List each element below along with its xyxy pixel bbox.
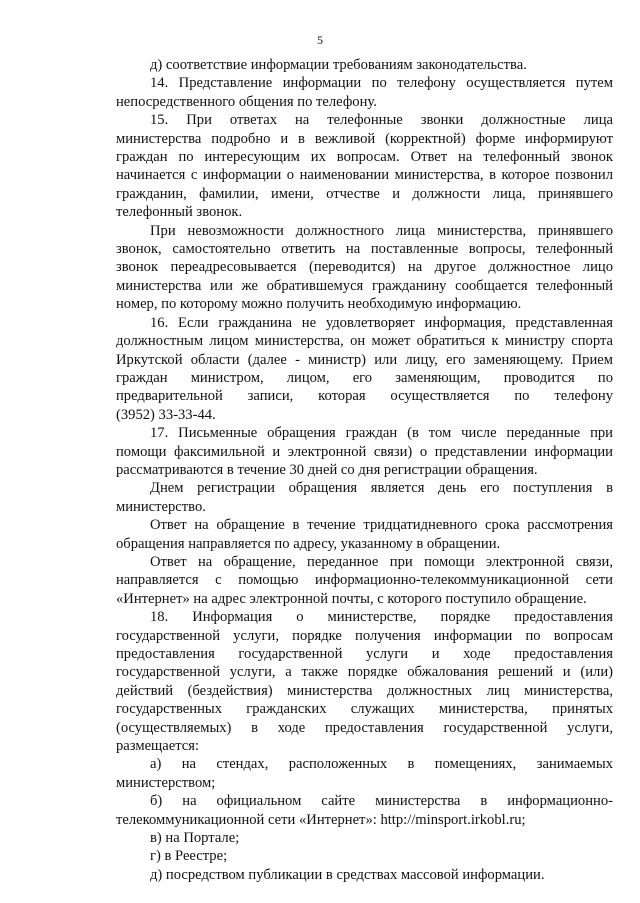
page-number: 5 [317, 33, 323, 47]
paragraph-line: д) соответствие информации требованиям законодательства. [150, 57, 527, 73]
paragraph [116, 56, 613, 74]
paragraph-line: помощи факсимильной и электронной связи) о представлении информации [116, 443, 613, 460]
paragraph-line: звонок, самостоятельно ответить на поставленные вопросы, телефонный [116, 241, 613, 258]
paragraph [116, 553, 613, 608]
paragraph-line: 17. Письменные обращения граждан (в том числе переданные при [150, 425, 613, 442]
paragraph-line: телекоммуникационной сети «Интернет»: http://minsport.irkobl.ru; [116, 811, 526, 828]
paragraph [116, 424, 613, 479]
paragraph-line: предварительной записи, которая осуществляется по телефону [116, 388, 613, 405]
paragraph [116, 792, 613, 829]
paragraph-line: телефонный звонок. [116, 204, 243, 221]
paragraph-line: министерства или же обратившемуся гражданину сообщается телефонный [116, 277, 613, 294]
paragraph-line: д) посредством публикации в средствах массовой информации. [150, 866, 545, 883]
paragraph-line: министерства подробно и в вежливой (корректной) форме информируют [116, 130, 613, 147]
paragraph-line: б) на официальном сайте министерства в информационно- [150, 793, 613, 810]
paragraph [116, 74, 613, 111]
paragraph-line: обращения направляется по адресу, указанному в обращении. [116, 535, 501, 552]
paragraph-line: звонок переадресовывается (переводится) на другое должностное лицо [116, 259, 613, 276]
paragraph-line: министерством; [116, 774, 216, 791]
paragraph-line: министерство. [116, 498, 206, 515]
paragraph-line: государственной услуги, порядке получения информации по вопросам [116, 627, 613, 644]
paragraph-line: номер, по которому можно получить необходимую информацию. [116, 296, 522, 313]
paragraph-line: г) в Реестре; [150, 848, 228, 865]
paragraph-line: (осуществляемых) в ходе предоставления государственной услуги, [116, 719, 613, 736]
paragraph-line: граждан министром, лицом, его заменяющим, проводится по [116, 369, 613, 386]
paragraph [116, 829, 613, 847]
paragraph [116, 314, 613, 424]
paragraph-line: государственной услуги, а также порядке обжалования решений и (или) [116, 664, 613, 681]
paragraph-line: государственных гражданских служащих министерства, принятых [116, 701, 613, 718]
paragraph-line: предоставления государственной услуги и ходе предоставления [116, 646, 613, 662]
paragraph-line: Иркутской области (далее - министр) или лицу, его заменяющему. Прием [116, 351, 613, 368]
paragraph-line: размещается: [116, 738, 200, 755]
paragraph-line: начинается с информации о наименовании министерства, в которое позвонил [116, 167, 613, 184]
paragraph [116, 479, 613, 516]
paragraph-line: 16. Если гражданина не удовлетворяет информация, представленная [150, 314, 613, 331]
paragraph-line: Ответ на обращение, переданное при помощи электронной связи, [150, 553, 613, 570]
paragraph-line: в) на Портале; [150, 830, 240, 847]
paragraph-line: «Интернет» на адрес электронной почты, с которого поступило обращение. [116, 590, 587, 607]
paragraph-line: непосредственного общения по телефону. [116, 93, 377, 110]
paragraph [116, 866, 613, 884]
document-body [116, 56, 613, 884]
paragraph-line: 14. Представление информации по телефону осуществляется путем [150, 75, 613, 92]
paragraph [116, 608, 613, 755]
paragraph [116, 222, 613, 314]
paragraph [116, 755, 613, 792]
paragraph-line: Днем регистрации обращения является день его поступления в [150, 480, 613, 497]
paragraph [116, 516, 613, 553]
paragraph-line: должностным лицом министерства, он может обратиться к министру спорта [116, 333, 613, 350]
paragraph-line: а) на стендах, расположенных в помещениях, занимаемых [150, 756, 613, 773]
paragraph-line: При невозможности должностного лица министерства, принявшего [150, 222, 613, 239]
paragraph-line: 18. Информация о министерстве, порядке предоставления [150, 609, 613, 626]
paragraph [116, 111, 613, 221]
paragraph-line: (3952) 33-33-44. [116, 406, 216, 423]
paragraph [116, 847, 613, 865]
paragraph-line: рассматриваются в течение 30 дней со дня регистрации обращения. [116, 461, 538, 478]
paragraph-line: действий (бездействия) министерства должностных лиц министерства, [116, 682, 613, 699]
paragraph-line: направляется с помощью информационно-телекоммуникационной сети [116, 572, 613, 589]
paragraph-line: Ответ на обращение в течение тридцатидневного срока рассмотрения [150, 517, 613, 534]
paragraph-line: гражданин, фамилии, имени, отчестве и должности лица, принявшего [116, 185, 613, 202]
paragraph-line: граждан по интересующим их вопросам. Ответ на телефонный звонок [116, 149, 613, 166]
paragraph-line: 15. При ответах на телефонные звонки должностные лица [150, 112, 613, 129]
